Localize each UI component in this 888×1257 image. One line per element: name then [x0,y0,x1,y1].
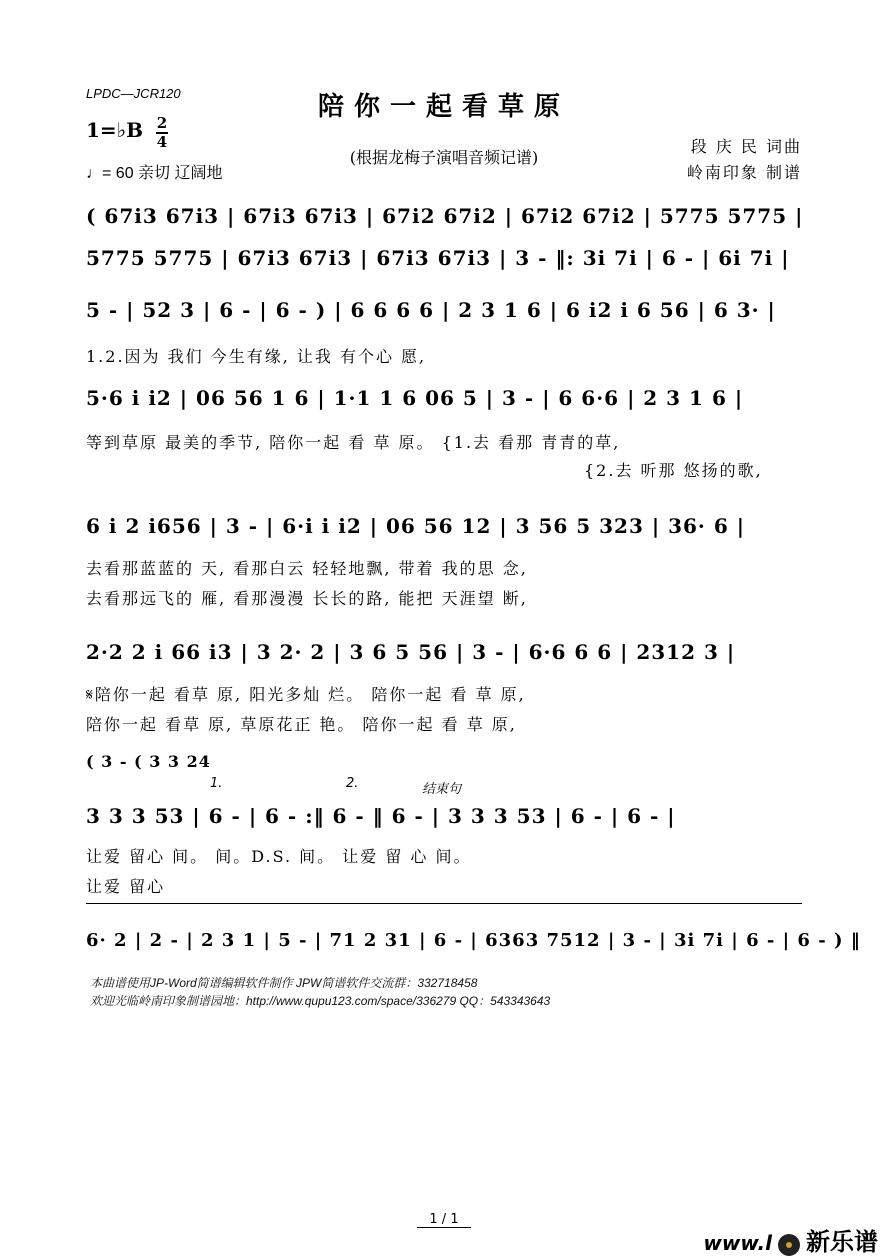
lyric-line-5b: 去看那远飞的 雁, 看那漫漫 长长的路, 能把 天涯望 断, [86,589,528,608]
arranger-credit: 岭南印象 制谱 [686,163,802,182]
score-line-8: 6· 2 | 2 - | 2 3 1 | 5 - | 71 2 31 | 6 - | 6363 7512 | 3 - | 3i 7i | 6 - | 6 - ) ‖ [86,930,861,951]
score-line-1: ( 67i3 67i3 | 67i3 67i3 | 67i2 67i2 | 67i2 67i2 | 5775 5775 | [86,204,804,228]
lyricist-credit: 段 庆 民 词曲 [690,137,802,156]
record-disc-icon [778,1234,800,1256]
lyric-line-6a: 𝄋陪你一起 看草 原, 阳光多灿 烂。 陪你一起 看 草 原, [86,685,526,704]
divider [86,903,802,904]
lyric-line-7b: 让爱 留心 [86,877,166,896]
logo-url: www.l [703,1231,772,1255]
page-title: 陪你一起看草原 [317,92,570,122]
score-line-5: 6 i 2 i656 | 3 - | 6·i i i2 | 06 56 12 | 3 56 5 323 | 36· 6 | [86,514,745,538]
score-line-6: 2·2 2 i 66 i3 | 3 2· 2 | 3 6 5 56 | 3 - | 6·6 6 6 | 2312 3 | [86,640,736,664]
tempo-marking: ♩= 60 亲切 辽阔地 [86,165,223,182]
volta-1: 1. [210,776,223,791]
score-line-7: 3 3 3 53 | 6 - | 6 - :‖ 6 - ‖ 6 - | 3 3 3 53 | 6 - | 6 - | [86,804,676,828]
footer-line-1: 本曲谱使用JP-Word简谱编辑软件制作 JPW简谱软件交流群：332718458 [90,976,478,990]
coda-label: 结束句 [422,782,462,797]
time-signature-top: 2 [156,114,168,132]
site-logo[interactable] [703,1222,878,1257]
score-line-2: 5775 5775 | 67i3 67i3 | 67i3 67i3 | 3 - ‖: 3i 7i | 6 - | 6i 7i | [86,246,790,270]
page-number-text: 1 / 1 [417,1212,470,1228]
time-signature-bottom: 4 [156,133,168,151]
footer-line-2: 欢迎光临岭南印象制谱园地：http://www.qupu123.com/space/336279 QQ：543343643 [90,994,551,1008]
lyric-line-7a: 让爱 留心 间。 间。D.S. 间。 让爱 留 心 间。 [86,847,472,866]
volta-2: 2. [346,776,359,791]
score-code: LPDC—JCR120 [86,86,181,101]
logo-brand: 新乐谱 [806,1228,878,1256]
subtitle: (根据龙梅子演唱音频记谱) [349,148,539,167]
key-signature: 1=♭B [86,118,144,142]
score-line-4: 5·6 i i2 | 06 56 1 6 | 1·1 1 6 06 5 | 3 - | 6 6·6 | 2 3 1 6 | [86,386,744,410]
lyric-line-5a: 去看那蓝蓝的 天, 看那白云 轻轻地飘, 带着 我的思 念, [86,559,528,578]
score-line-7-top: ( 3 - ( 3 3 24 [86,752,211,771]
score-line-3: 5 - | 52 3 | 6 - | 6 - ) | 6 6 6 6 | 2 3 1 6 | 6 i2 i 6 56 | 6 3· | [86,298,776,322]
lyric-line-6b: 陪你一起 看草 原, 草原花正 艳。 陪你一起 看 草 原, [86,715,517,734]
lyric-line-3: 1.2.因为 我们 今生有缘, 让我 有个心 愿, [86,347,427,366]
lyric-line-4: 等到草原 最美的季节, 陪你一起 看 草 原。 {1.去 看那 青青的草, [86,433,621,452]
lyric-line-4b: {2.去 听那 悠扬的歌, [584,461,763,480]
